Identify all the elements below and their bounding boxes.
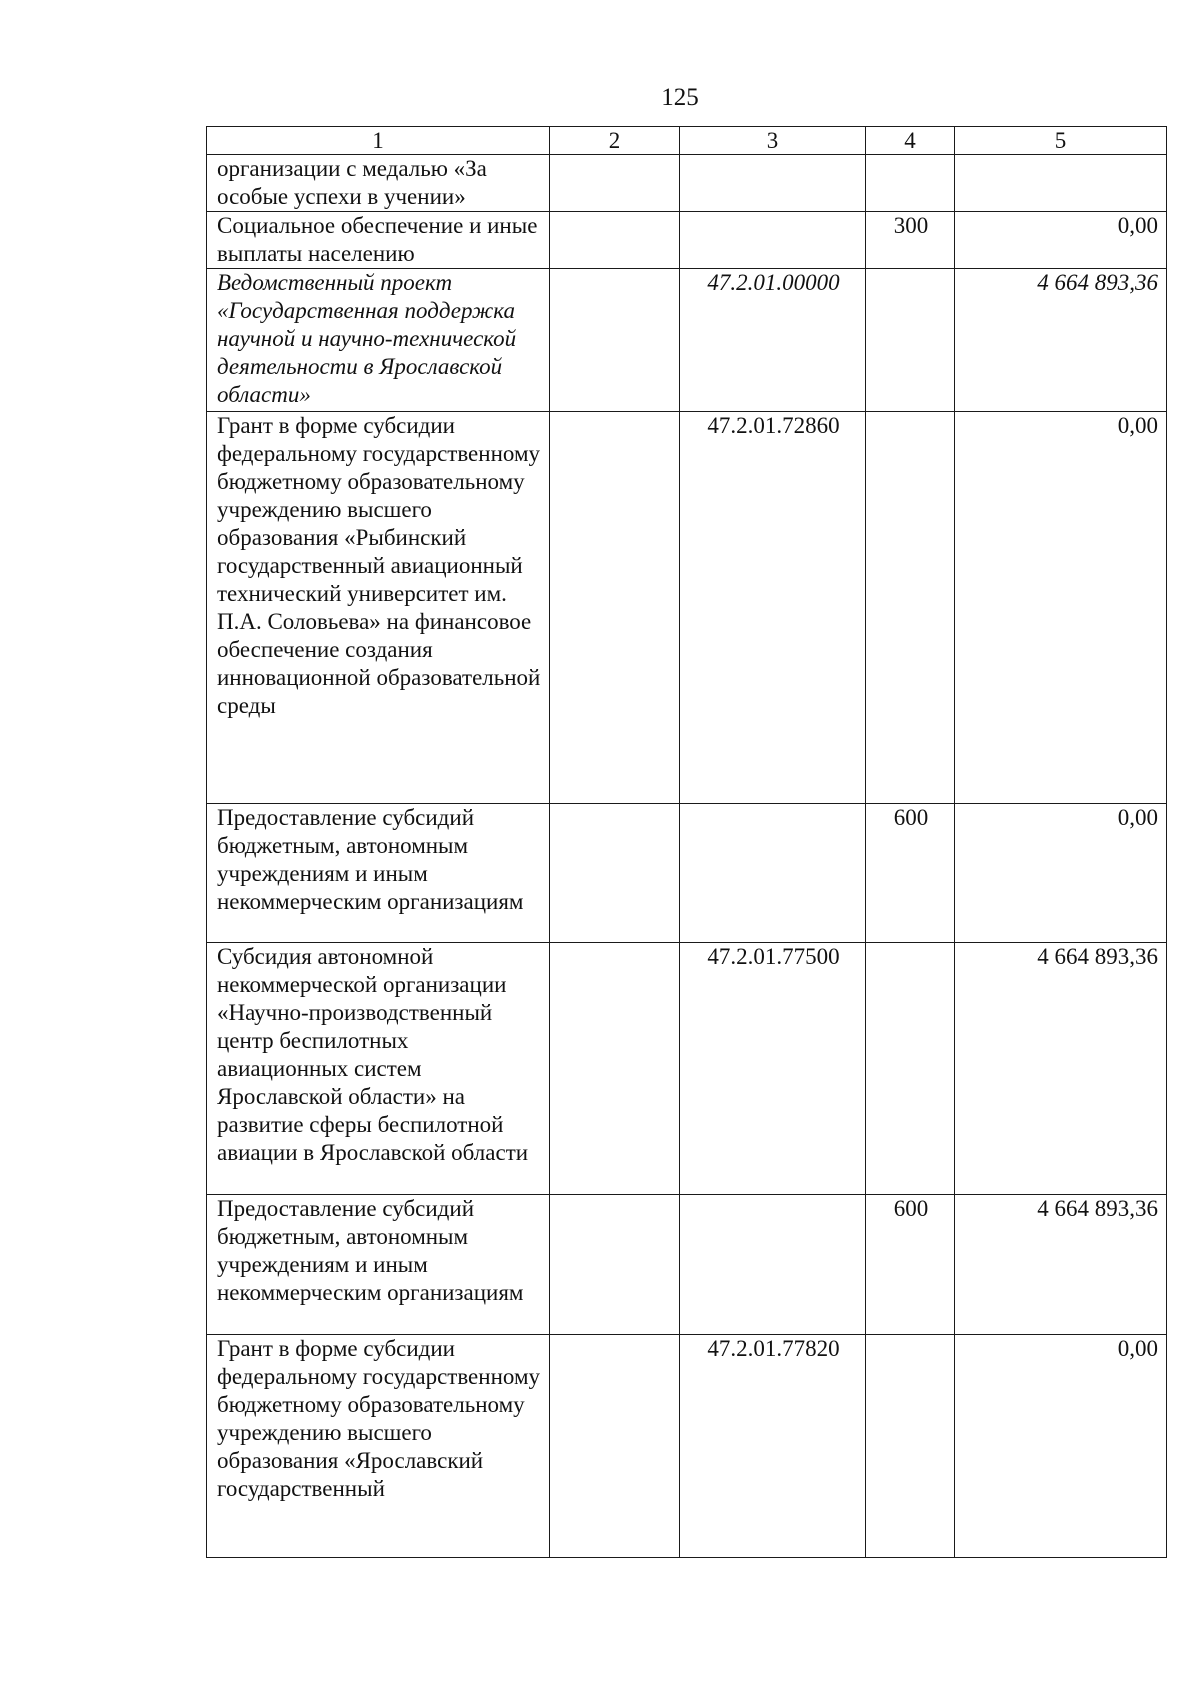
row-type-cell: [866, 269, 955, 412]
table-row: [207, 412, 1167, 804]
row-code-cell: [680, 155, 866, 212]
row-type-cell: [866, 155, 955, 212]
column-header-1: 1: [207, 127, 550, 155]
column-header-4: 4: [866, 127, 955, 155]
row-name-cell: Предоставление субсидий бюджетным, автономным учреждениям и иным некоммерческим организациям: [207, 804, 550, 943]
row-code-cell: [680, 1195, 866, 1335]
row-code-cell: 47.2.01.00000: [680, 269, 866, 412]
page-number: 125: [661, 84, 699, 111]
table-row: [207, 1195, 1167, 1335]
row-name-cell: Грант в форме субсидии федеральному государственному бюджетному образовательному учреждению высшего образования «Рыбинский государственный авиационный технический университет им. П.А. Соловьева» на финансовое обеспечение создания инновационной образовательной среды: [207, 412, 550, 804]
row-code-cell: [680, 804, 866, 943]
table-row: [207, 212, 1167, 269]
table-row: [207, 943, 1167, 1195]
table-row: [207, 1335, 1167, 1558]
row-name-cell: Субсидия автономной некоммерческой организации «Научно-производственный центр беспилотных авиационных систем Ярославской области» на развитие сферы беспилотной авиации в Ярославской области: [207, 943, 550, 1195]
row-code-cell: 47.2.01.72860: [680, 412, 866, 804]
row-col2-cell: [550, 412, 680, 804]
row-col2-cell: [550, 1335, 680, 1558]
row-type-cell: [866, 1335, 955, 1558]
row-name-cell: Ведомственный проект «Государственная поддержка научной и научно-технической деятельности в Ярославской области»: [207, 269, 550, 412]
row-amount-cell: 0,00: [955, 804, 1167, 943]
row-type-cell: 600: [866, 804, 955, 943]
table-row: [207, 804, 1167, 943]
row-name-cell: организации с медалью «За особые успехи в учении»: [207, 155, 550, 212]
row-col2-cell: [550, 804, 680, 943]
row-code-cell: [680, 212, 866, 269]
header-row: [207, 127, 1167, 155]
row-type-cell: [866, 943, 955, 1195]
row-type-cell: 300: [866, 212, 955, 269]
row-amount-cell: 0,00: [955, 1335, 1167, 1558]
row-col2-cell: [550, 943, 680, 1195]
row-col2-cell: [550, 212, 680, 269]
budget-table: [206, 126, 1167, 1558]
row-amount-cell: 4 664 893,36: [955, 269, 1167, 412]
row-amount-cell: 0,00: [955, 212, 1167, 269]
row-code-cell: 47.2.01.77500: [680, 943, 866, 1195]
row-amount-cell: [955, 155, 1167, 212]
row-col2-cell: [550, 155, 680, 212]
row-name-cell: Предоставление субсидий бюджетным, автономным учреждениям и иным некоммерческим организациям: [207, 1195, 550, 1335]
column-header-2: 2: [550, 127, 680, 155]
table-row: [207, 155, 1167, 212]
column-header-5: 5: [955, 127, 1167, 155]
row-name-cell: Социальное обеспечение и иные выплаты населению: [207, 212, 550, 269]
row-name-cell: Грант в форме субсидии федеральному государственному бюджетному образовательному учреждению высшего образования «Ярославский государственный: [207, 1335, 550, 1558]
table-row: [207, 269, 1167, 412]
row-col2-cell: [550, 1195, 680, 1335]
row-code-cell: 47.2.01.77820: [680, 1335, 866, 1558]
row-col2-cell: [550, 269, 680, 412]
row-amount-cell: 0,00: [955, 412, 1167, 804]
column-header-3: 3: [680, 127, 866, 155]
row-type-cell: 600: [866, 1195, 955, 1335]
row-amount-cell: 4 664 893,36: [955, 943, 1167, 1195]
row-amount-cell: 4 664 893,36: [955, 1195, 1167, 1335]
row-type-cell: [866, 412, 955, 804]
